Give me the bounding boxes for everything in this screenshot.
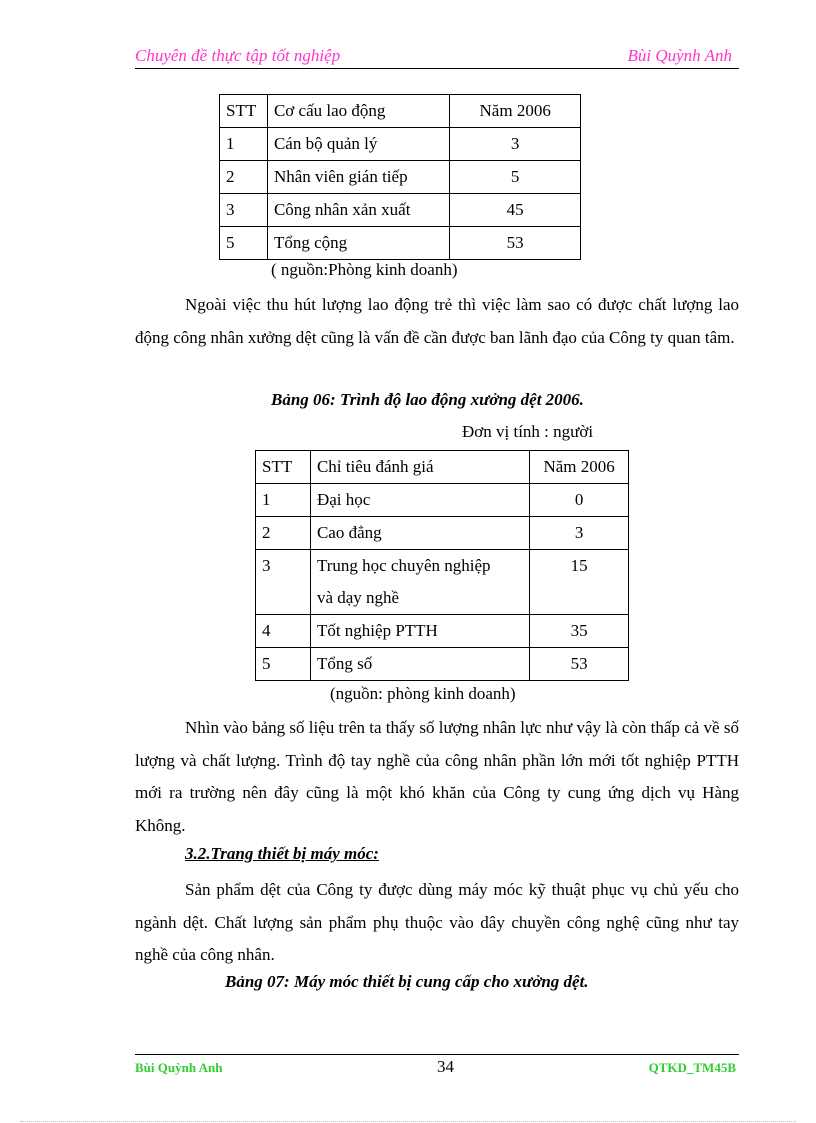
table-row bbox=[256, 615, 629, 648]
table-cell: Cao đẳng bbox=[310, 517, 529, 550]
table-cell: 4 bbox=[256, 615, 311, 648]
table-row bbox=[256, 550, 629, 615]
table-row bbox=[256, 648, 629, 681]
table2-title: Bảng 06: Trình độ lao động xưởng dệt 2006. bbox=[271, 390, 584, 409]
footer-author: Bùi Quỳnh Anh bbox=[135, 1060, 223, 1075]
table-cell: 35 bbox=[530, 615, 629, 648]
table-row bbox=[220, 227, 581, 260]
table-cell bbox=[310, 550, 529, 615]
header-author: Bùi Quỳnh Anh bbox=[627, 46, 732, 65]
footer-divider bbox=[135, 1054, 739, 1055]
table-cell: 3 bbox=[450, 128, 581, 161]
section-heading: 3.2.Trang thiết bị máy móc: bbox=[185, 844, 379, 863]
table-cell: 1 bbox=[220, 128, 268, 161]
table-cell: 2 bbox=[256, 517, 311, 550]
table3-title: Bảng 07: Máy móc thiết bị cung cấp cho xưởng dệt. bbox=[225, 972, 589, 991]
table-cell: Nhân viên gián tiếp bbox=[267, 161, 449, 194]
page-bottom-border bbox=[20, 1121, 796, 1122]
table2-source: (nguồn: phòng kinh doanh) bbox=[330, 684, 516, 703]
paragraph-2: Nhìn vào bảng số liệu trên ta thấy số lượng nhân lực như vậy là còn thấp cả về số lượng và chất lượng. Trình độ tay nghề của công nhân phần lớn mới tốt nghiệp PTTH mới ra trường nên đây cũng là một khó khăn của Công ty cung ứng dịch vụ Hàng Không. bbox=[135, 718, 739, 835]
table-cell: 0 bbox=[530, 484, 629, 517]
table-row bbox=[220, 128, 581, 161]
header-title: Chuyên đề thực tập tốt nghiệp bbox=[135, 46, 341, 65]
table-header-cell: STT bbox=[256, 451, 311, 484]
table2-unit: Đơn vị tính : người bbox=[462, 422, 594, 441]
table-row bbox=[256, 484, 629, 517]
table-cell-line: và dạy nghề bbox=[316, 588, 400, 607]
table-cell: 15 bbox=[530, 550, 629, 615]
table-cell: Tốt nghiệp PTTH bbox=[310, 615, 529, 648]
table-header-row bbox=[256, 451, 629, 484]
table-cell: Tổng số bbox=[310, 648, 529, 681]
table-row bbox=[220, 161, 581, 194]
header-divider bbox=[135, 68, 739, 69]
table-cell: 3 bbox=[530, 517, 629, 550]
paragraph-1: Ngoài việc thu hút lượng lao động trẻ thì việc làm sao có được chất lượng lao động công nhân xưởng dệt cũng là vấn đề cần được ban lãnh đạo của Công ty quan tâm. bbox=[135, 295, 739, 347]
table-header-row bbox=[220, 95, 581, 128]
table-cell: 2 bbox=[220, 161, 268, 194]
table-cell: 5 bbox=[450, 161, 581, 194]
paragraph-3: Sản phẩm dệt của Công ty được dùng máy móc kỹ thuật phục vụ chủ yếu cho ngành dệt. Chất lượng sản phẩm phụ thuộc vào dây chuyền công nghệ cũng như tay nghề của công nhân. bbox=[135, 880, 739, 964]
table-cell: Công nhân xản xuất bbox=[267, 194, 449, 227]
table1-source: ( nguồn:Phòng kinh doanh) bbox=[271, 260, 458, 279]
footer-class-code: QTKD_TM45B bbox=[648, 1060, 736, 1075]
table-cell: 5 bbox=[220, 227, 268, 260]
table-cell: 5 bbox=[256, 648, 311, 681]
table-header-cell: STT bbox=[220, 95, 268, 128]
education-level-table bbox=[255, 450, 629, 681]
table-row bbox=[220, 194, 581, 227]
table-cell: 53 bbox=[530, 648, 629, 681]
table-cell: 3 bbox=[256, 550, 311, 615]
labor-structure-table bbox=[219, 94, 581, 260]
table-cell: Đại học bbox=[310, 484, 529, 517]
table-row bbox=[256, 517, 629, 550]
table-cell: 1 bbox=[256, 484, 311, 517]
table-cell-line: Trung học chuyên nghiệp bbox=[316, 556, 491, 575]
table-cell: Cán bộ quản lý bbox=[267, 128, 449, 161]
table-cell: 45 bbox=[450, 194, 581, 227]
table-header-cell: Cơ cấu lao động bbox=[267, 95, 449, 128]
table-cell: Tổng cộng bbox=[267, 227, 449, 260]
page-number: 34 bbox=[437, 1057, 454, 1076]
table-cell: 3 bbox=[220, 194, 268, 227]
table-header-cell: Năm 2006 bbox=[530, 451, 629, 484]
table-header-cell: Chỉ tiêu đánh giá bbox=[310, 451, 529, 484]
table-cell: 53 bbox=[450, 227, 581, 260]
table-header-cell: Năm 2006 bbox=[450, 95, 581, 128]
